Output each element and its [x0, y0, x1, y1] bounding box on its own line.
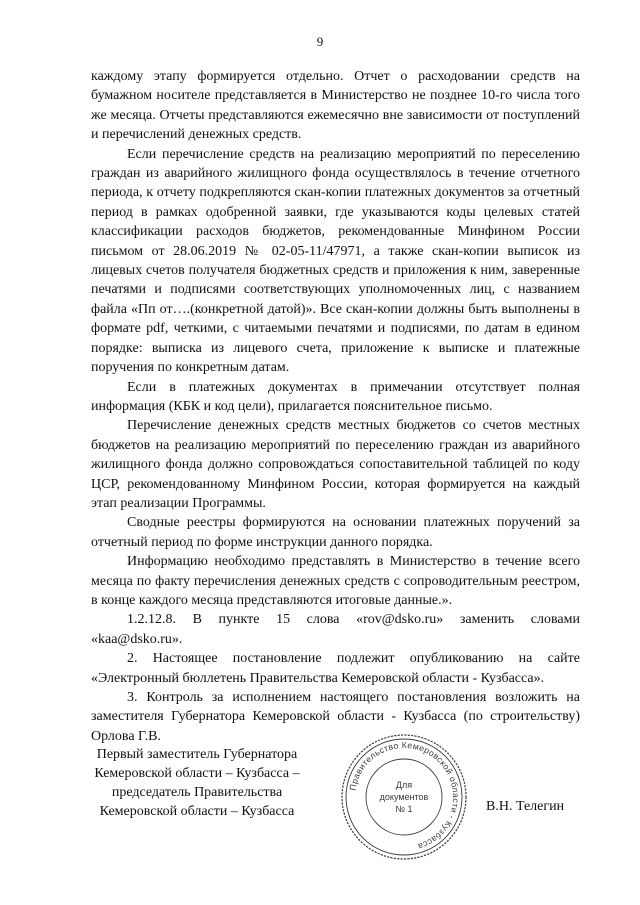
paragraph-explanatory-letter: Если в платежных документах в примечании отсутствует полная информация (КБК и код цели), прилагается пояснительное письмо.	[91, 379, 580, 414]
signer-name: В.Н. Телегин	[486, 799, 565, 814]
paragraph-payment-docs: Если перечисление средств на реализацию мероприятий по переселению граждан из аварийного жилищного фонда осуществлялось в течение отчетного периода, к отчету подкрепляются скан-копии платежных документов за отчетный период в рамках одобренной заявки, где указываются коды целевых статей классификации расходов бюджетов, рекомендованные Минфином России письмом от 28.06.2019 № 02-05-11/47971, а также скан-копии выписок из лицевых счетов получателя бюджетных средств и приложения к ним, заверенные печатями и подписями соответствующих уполномоченных лиц, с названием файла «Пп от….(конкретной датой)». Все скан-копии должны быть выполнены в формате pdf, четкими, с читаемыми печатями и подписями, по датам в едином порядке: выписка из лицевого счета, приложение к выписке и платежные поручения по конкретным датам.	[91, 146, 580, 376]
signature-title-line: председатель Правительства	[111, 785, 283, 800]
stamp-center-line: № 1	[395, 804, 413, 814]
page-number: 9	[316, 34, 324, 49]
paragraph-information: Информацию необходимо представлять в Министерство в течение всего месяца по факту перечисления денежных средств с сопроводительным реестром, в конце каждого месяца представляются итоговые данные.».	[91, 554, 580, 608]
paragraph-item-3-control: 3. Контроль за исполнением настоящего постановления возложить на заместителя Губернатора Кемеровской области - Кузбасса (по строительству) Орлова Г.В.	[91, 690, 580, 744]
signature-title	[82, 745, 312, 821]
stamp-center-line: документов	[379, 792, 429, 802]
stamp-center-line: Для	[395, 780, 413, 790]
paragraph-local-budgets: Перечисление денежных средств местных бюджетов со счетов местных бюджетов на реализацию мероприятий по переселению граждан из аварийного жилищного фонда должно сопровождаться сопоставительной таблицей по коду ЦСР, рекомендованному Минфином России, которая формируется на каждый этап реализации Программы.	[91, 418, 580, 511]
official-stamp	[340, 733, 468, 861]
paragraph-continuation: каждому этапу формируется отдельно. Отчет о расходовании средств на бумажном носителе представляется в Министерство не позднее 10-го числа того же месяца. Отчеты представляются ежемесячно вне зависимости от поступлений и перечислений денежных средств.	[91, 69, 580, 143]
signature-title-line: Первый заместитель Губернатора	[96, 747, 298, 762]
paragraph-item-2-publication: 2. Настоящее постановление подлежит опубликованию на сайте «Электронный бюллетень Правительства Кемеровской области - Кузбасса».	[91, 651, 580, 686]
paragraph-item-1-2-12-8: 1.2.12.8. В пункте 15 слова «rov@dsko.ru» заменить словами «kaa@dsko.ru».	[91, 612, 580, 647]
signature-title-line: Кемеровской области – Кузбасса	[99, 804, 295, 819]
paragraph-summary-registers: Сводные реестры формируются на основании платежных поручений за отчетный период по форме инструкции данного порядка.	[91, 515, 580, 550]
stamp-ring-text: Правительство Кемеровской области - Кузбасса	[347, 739, 462, 852]
signature-title-line: Кемеровской области – Кузбасса –	[94, 766, 300, 781]
body-text	[91, 67, 580, 746]
